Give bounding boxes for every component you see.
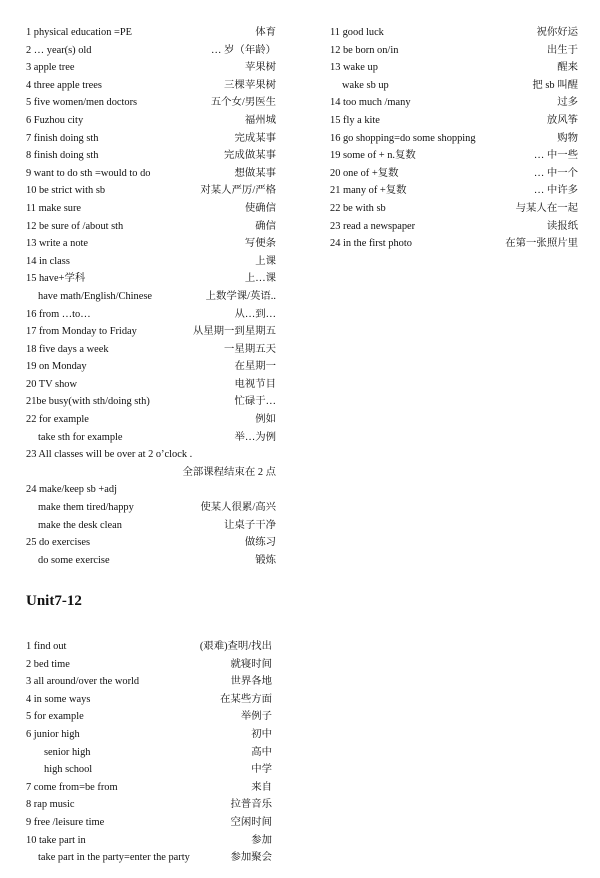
english-phrase: 18 five days a week [26,343,109,355]
english-phrase: 16 from …to… [26,308,91,320]
chinese-meaning: 世界各地 [230,676,272,688]
english-phrase: 9 free /leisure time [26,816,105,828]
vocab-entry [26,393,276,411]
chinese-meaning: 做练习 [244,537,276,549]
chinese-meaning: 全部课程结束在 2 点 [182,466,276,478]
vocab-entry [330,147,578,165]
english-phrase: 19 some of + n.复数 [330,150,416,162]
vocab-entry [26,59,276,77]
vocab-entry [26,464,276,482]
vocab-entry [26,673,272,691]
chinese-meaning: 购物 [557,132,578,144]
chinese-meaning: 读报纸 [546,220,578,232]
vocab-entry [330,42,578,60]
chinese-meaning: … 中一些 [533,150,578,162]
vocab-entry [26,376,276,394]
chinese-meaning: (艰难)查明/找出 [199,641,272,652]
vocab-entry [330,218,578,236]
english-phrase: 8 finish doing sth [26,150,99,162]
vocab-entry [26,182,276,200]
english-phrase: senior high [44,746,91,758]
chinese-meaning: 让桌子干净 [224,519,276,531]
vocab-entry [330,24,578,42]
vocab-entry [26,779,272,797]
unit7-12-column [26,638,272,867]
vocab-entry [26,94,276,112]
vocab-entry [26,429,276,447]
english-phrase: 11 good luck [330,27,384,38]
english-phrase: 11 make sure [26,202,82,214]
vocab-entry [330,130,578,148]
english-phrase: do some exercise [38,554,110,566]
chinese-meaning: 拉普音乐 [230,799,272,811]
vocab-entry [26,358,276,376]
chinese-meaning: 空闲时间 [230,816,272,828]
english-phrase: 25 do exercises [26,537,91,549]
vocab-entry [26,288,276,306]
left-column [26,24,276,569]
english-phrase: 13 write a note [26,238,89,250]
vocab-entry [26,341,276,359]
english-phrase: 2 … year(s) old [26,44,92,56]
chinese-meaning: … 中一个 [533,167,578,179]
vocab-entry [26,552,276,570]
chinese-meaning: 出生于 [546,44,578,56]
english-phrase: 7 come from=be from [26,781,118,793]
vocab-entry [330,200,578,218]
chinese-meaning: 一星期五天 [224,343,276,355]
english-phrase: have math/English/Chinese [38,290,152,302]
english-phrase: make the desk clean [38,519,122,531]
english-phrase: wake sb up [342,79,389,91]
english-phrase: 20 TV show [26,378,77,390]
english-phrase: 16 go shopping=do some shopping [330,132,476,144]
vocab-entry [26,147,276,165]
english-phrase: 6 junior high [26,728,80,740]
english-phrase: 23 read a newspaper [330,220,416,232]
vocab-entry [330,59,578,77]
vocab-entry [330,112,578,130]
vocab-entry [26,200,276,218]
vocab-entry [26,42,276,60]
vocab-entry [26,481,276,499]
english-phrase: 19 on Monday [26,361,87,373]
section-heading: Unit7-12 [26,593,82,609]
right-column [330,24,578,253]
chinese-meaning: 完成某事 [234,132,276,144]
chinese-meaning: 使确信 [244,202,276,214]
english-phrase: 15 have+学科 [26,273,86,285]
chinese-meaning: 祝你好运 [536,27,578,38]
vocab-entry [26,499,276,517]
vocab-entry [26,534,276,552]
english-phrase: 14 too much /many [330,97,411,109]
vocab-entry [26,638,272,656]
vocab-entry [26,446,276,464]
english-phrase: 5 five women/men doctors [26,97,138,109]
vocab-entry [26,832,272,850]
vocab-entry [330,182,578,200]
english-phrase: 7 finish doing sth [26,132,99,144]
chinese-meaning: 把 sb 叫醒 [532,79,578,91]
vocab-entry [26,218,276,236]
english-phrase: make them tired/happy [38,502,134,514]
english-phrase: 14 in class [26,255,70,267]
english-phrase: 9 want to do sth =would to do [26,167,151,179]
vocab-entry [26,744,272,762]
chinese-meaning: 对某人严厉/严格 [200,185,276,197]
chinese-meaning: 醒来 [557,62,578,74]
english-phrase: 1 find out [26,641,67,652]
chinese-meaning: 三棵苹果树 [224,79,276,91]
english-phrase: 1 physical education =PE [26,27,132,38]
chinese-meaning: 初中 [251,728,272,740]
english-phrase: 12 be born on/in [330,44,399,56]
english-phrase: 13 wake up [330,62,378,74]
chinese-meaning: 在第一张照片里 [505,238,578,250]
english-phrase: 3 apple tree [26,62,75,74]
english-phrase: take sth for example [38,431,123,443]
chinese-meaning: 五个女/男医生 [210,97,276,109]
english-phrase: 20 one of +复数 [330,167,399,179]
english-phrase: 12 be sure of /about sth [26,220,124,232]
chinese-meaning: 来自 [251,781,272,793]
chinese-meaning: 忙碌于… [234,396,276,408]
vocab-entry [26,112,276,130]
english-phrase: 5 for example [26,711,84,723]
chinese-meaning: 参加 [251,834,272,846]
english-phrase: 6 Fuzhou city [26,114,84,126]
chinese-meaning: 上…课 [244,273,276,285]
chinese-meaning: 上数学课/英语.. [205,290,276,302]
chinese-meaning: 从…到… [234,308,276,320]
vocab-entry [26,323,276,341]
chinese-meaning: 举例子 [240,711,272,723]
chinese-meaning: … 中许多 [533,185,578,197]
vocab-entry [330,235,578,253]
vocab-entry [330,94,578,112]
vocab-entry [26,306,276,324]
chinese-meaning: 上课 [255,255,276,267]
chinese-meaning: 从星期一到星期五 [192,326,276,338]
vocab-entry [26,253,276,271]
vocab-entry [26,270,276,288]
chinese-meaning: 锻炼 [255,554,276,566]
english-phrase: 17 from Monday to Friday [26,326,137,338]
chinese-meaning: 中学 [251,764,272,776]
english-phrase: 4 in some ways [26,693,91,705]
chinese-meaning: 放风筝 [546,114,578,126]
english-phrase: 22 for example [26,414,89,426]
chinese-meaning: 电视节目 [234,378,276,390]
english-phrase: 21 many of +复数 [330,185,407,197]
english-phrase: 3 all around/over the world [26,676,140,688]
english-phrase: 23 All classes will be over at 2 o’clock . [26,449,193,461]
vocab-entry [26,411,276,429]
vocab-entry [26,726,272,744]
english-phrase: 22 be with sb [330,202,386,214]
chinese-meaning: 与某人在一起 [515,202,578,214]
chinese-meaning: 参加聚会 [230,852,272,864]
english-phrase: 15 fly a kite [330,114,380,126]
chinese-meaning: 福州城 [244,114,276,126]
english-phrase: 2 bed time [26,658,70,670]
english-phrase: 10 take part in [26,834,86,846]
vocab-entry [26,130,276,148]
vocab-entry [26,849,272,867]
chinese-meaning: 确信 [255,220,276,232]
vocab-entry [26,708,272,726]
vocab-entry [26,24,276,42]
english-phrase: 24 in the first photo [330,238,412,250]
chinese-meaning: 例如 [255,414,276,426]
vocab-entry [26,77,276,95]
vocab-entry [26,796,272,814]
chinese-meaning: 苹果树 [244,62,276,74]
english-phrase: high school [44,764,93,776]
vocab-entry [26,656,272,674]
vocab-entry [330,77,578,95]
vocab-entry [26,165,276,183]
chinese-meaning: 完成做某事 [224,150,276,162]
vocab-entry [26,814,272,832]
vocab-entry [26,235,276,253]
chinese-meaning: 举…为例 [234,431,276,443]
english-phrase: 21be busy(with sth/doing sth) [26,396,150,408]
vocab-entry [26,517,276,535]
chinese-meaning: 在星期一 [234,361,276,373]
english-phrase: 8 rap music [26,799,75,811]
chinese-meaning: 写便条 [244,238,276,250]
chinese-meaning: 过多 [557,97,578,109]
english-phrase: 24 make/keep sb +adj [26,484,117,496]
vocab-entry [26,761,272,779]
english-phrase: 10 be strict with sb [26,185,106,197]
chinese-meaning: … 岁（年龄） [211,44,276,56]
english-phrase: take part in the party=enter the party [38,852,190,864]
chinese-meaning: 体育 [255,27,276,38]
chinese-meaning: 高中 [251,746,272,758]
vocab-entry [330,165,578,183]
chinese-meaning: 想做某事 [234,167,276,179]
chinese-meaning: 在某些方面 [220,693,272,705]
english-phrase: 4 three apple trees [26,79,102,91]
vocab-entry [26,691,272,709]
chinese-meaning: 使某人很累/高兴 [200,502,276,514]
chinese-meaning: 就寝时间 [230,658,272,670]
